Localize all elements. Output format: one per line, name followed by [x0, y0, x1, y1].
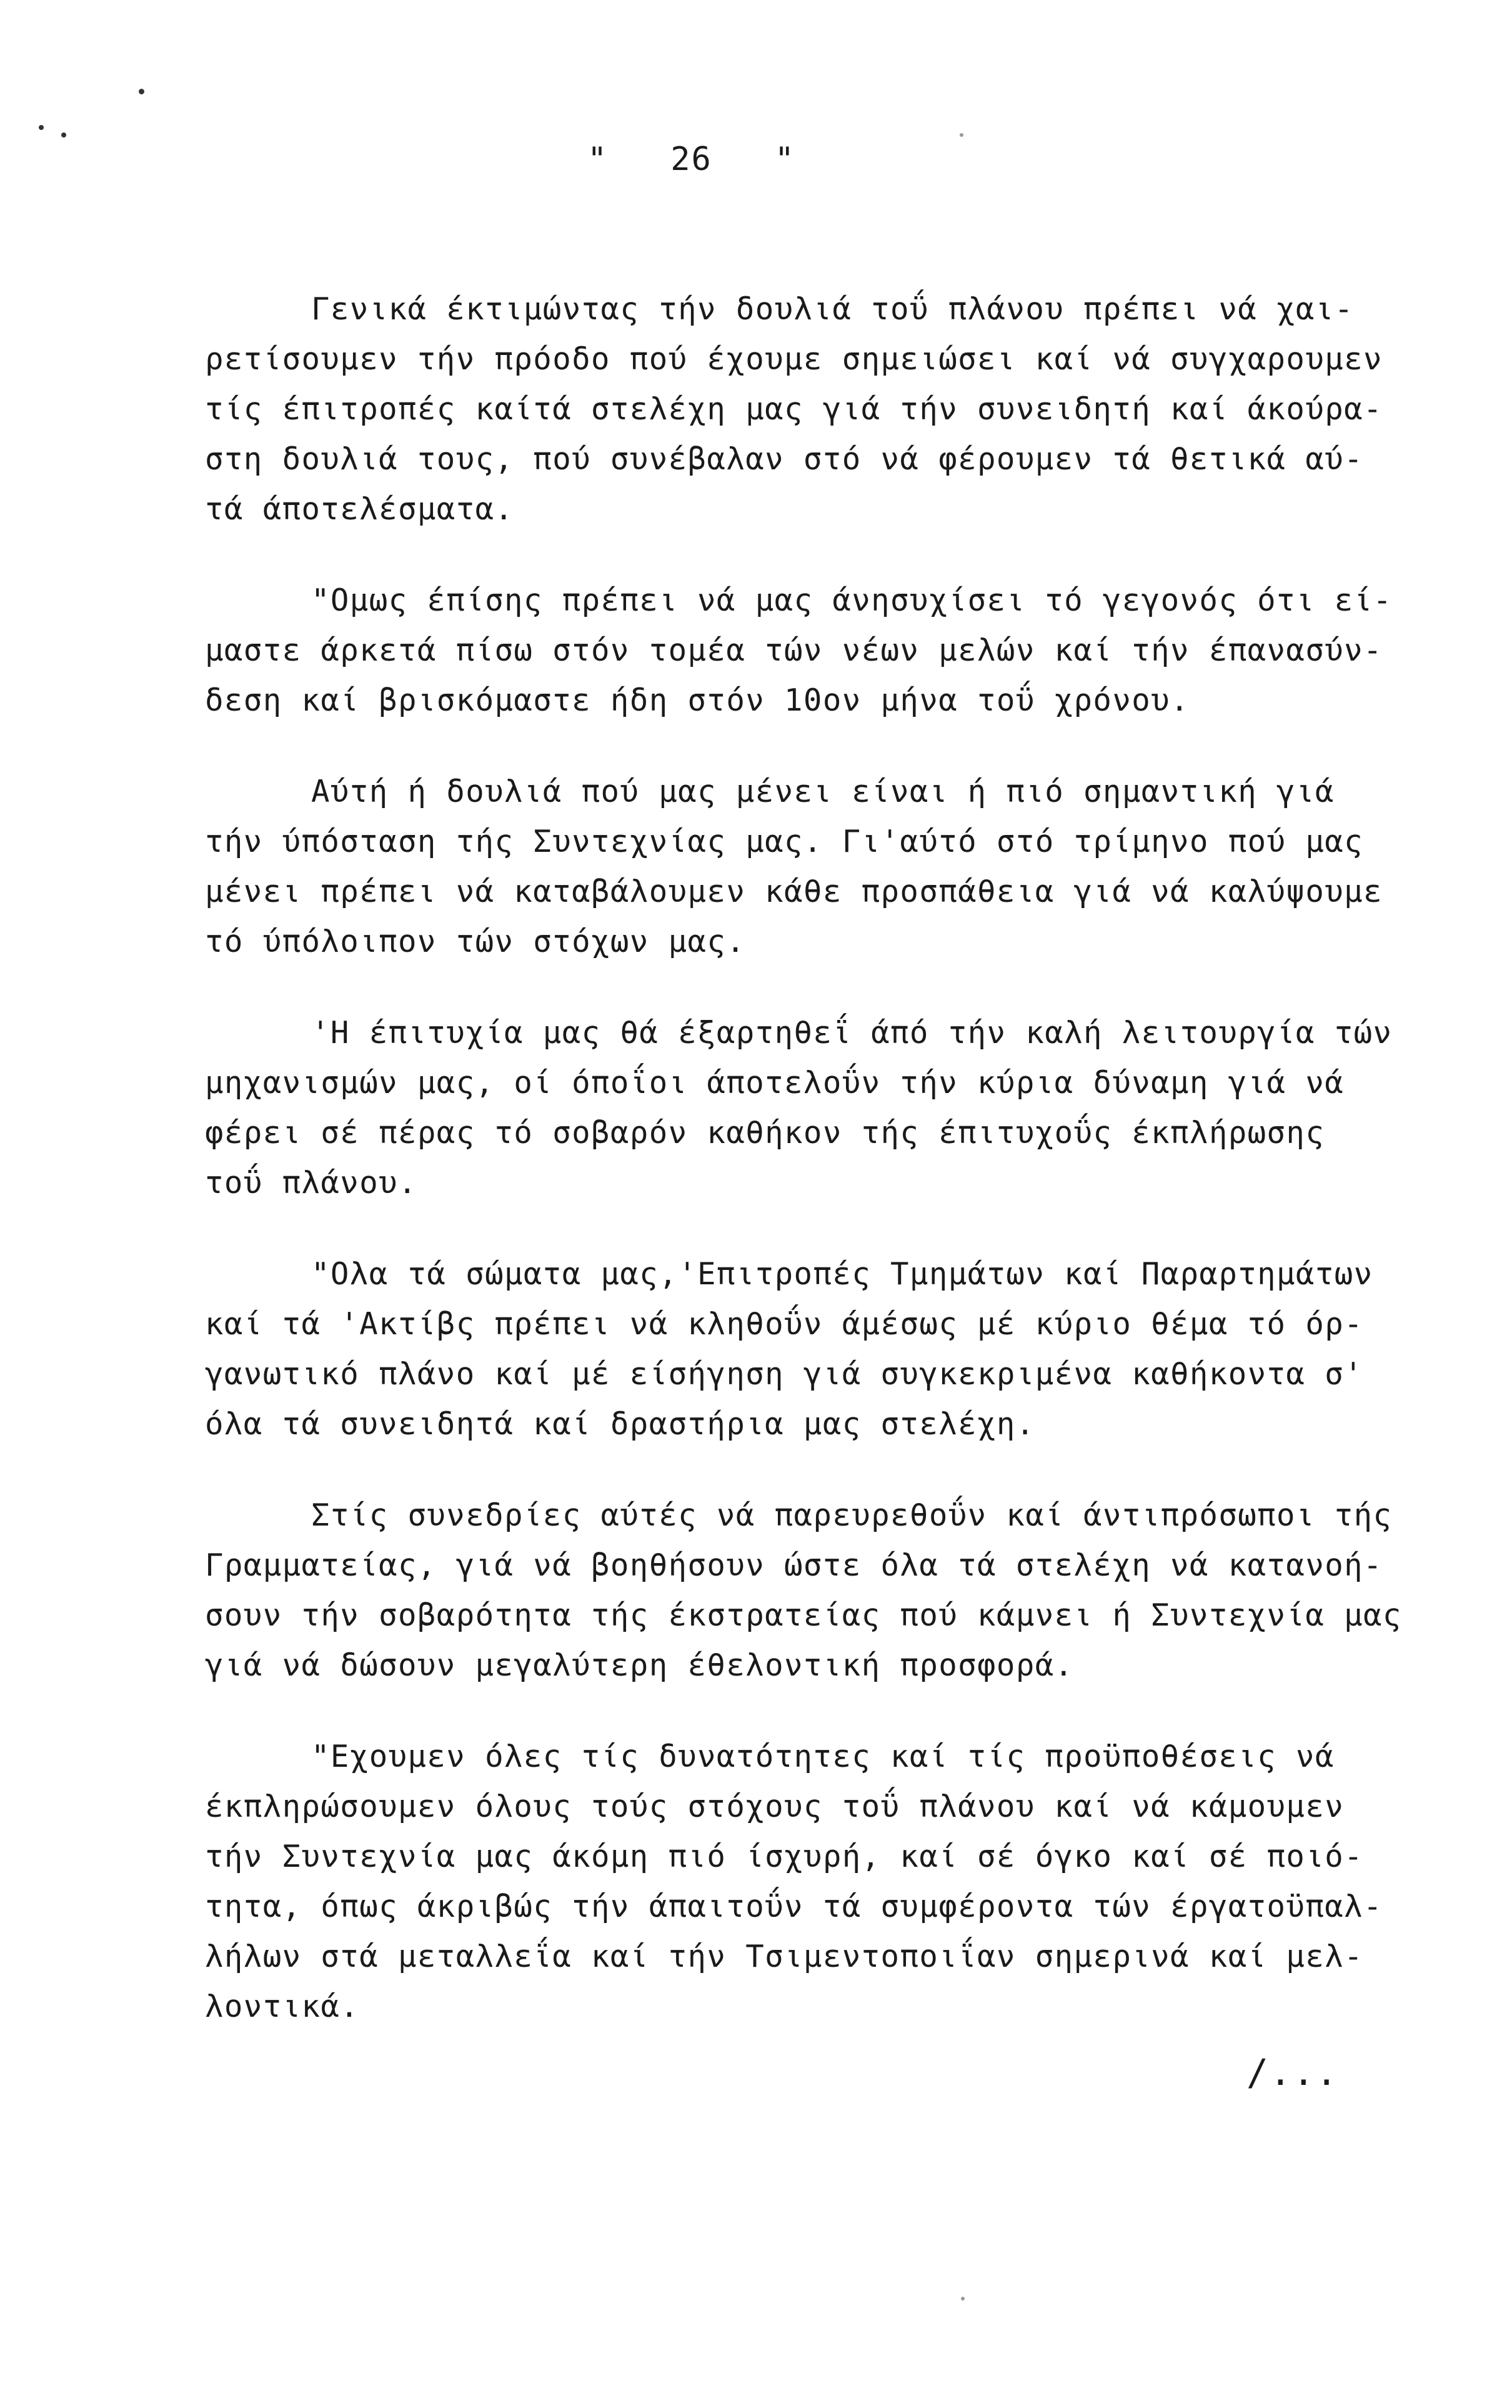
text-line: τητα, όπως άκριβώς τήν άπαιτοΰν τά συμφέροντα τών έργατοϋπαλ- — [205, 1889, 1383, 1924]
text-line: μένει πρέπει νά καταβάλουμεν κάθε προσπάθεια γιά νά καλύψουμε — [205, 874, 1383, 909]
ink-speck — [39, 125, 44, 130]
paragraph-5 — [205, 1249, 1392, 1449]
text-line: καί τά 'Ακτίβς πρέπει νά κληθοΰν άμέσως μέ κύριο θέμα τό όρ- — [205, 1306, 1364, 1342]
ink-speck — [61, 132, 66, 137]
paragraph-4 — [205, 1008, 1392, 1208]
page-number: " 26 " — [587, 141, 796, 178]
text-line: λήλων στά μεταλλεΐα καί τήν Τσιμεντοποιΐαν σημερινά καί μελ- — [205, 1939, 1364, 1974]
text-line: Αύτή ή δουλιά πού μας μένει είναι ή πιό σημαντική γιά — [311, 774, 1335, 809]
text-line: δεση καί βρισκόμαστε ήδη στόν 10ον μήνα τοΰ χρόνου. — [205, 682, 1190, 718]
text-line: τήν ύπόσταση τής Συντεχνίας μας. Γι'αύτό στό τρίμηνο πού μας — [205, 824, 1364, 859]
text-line: όλα τά συνειδητά καί δραστήρια μας στελέχη. — [205, 1406, 1035, 1442]
text-line: γανωτικό πλάνο καί μέ είσήγηση γιά συγκεκριμένα καθήκοντα σ' — [205, 1356, 1364, 1392]
text-line: στη δουλιά τους, πού συνέβαλαν στό νά φέρουμεν τά θετικά αύ- — [205, 441, 1364, 477]
text-line: τό ύπόλοιπον τών στόχων μας. — [205, 924, 746, 959]
text-line: τήν Συντεχνία μας άκόμη πιό ίσχυρή, καί σέ όγκο καί σέ ποιό- — [205, 1839, 1364, 1874]
text-line: τίς έπιτροπές καίτά στελέχη μας γιά τήν συνειδητή καί άκούρα- — [205, 391, 1383, 427]
text-line: λοντικά. — [205, 1989, 360, 2024]
ink-speck — [960, 133, 963, 137]
text-line: τοΰ πλάνου. — [205, 1165, 417, 1201]
paragraph-7 — [205, 1732, 1392, 2032]
body-text — [205, 284, 1402, 2073]
ink-speck — [961, 2297, 965, 2301]
paragraph-2 — [205, 576, 1392, 726]
text-line: 'Η έπιτυχία μας θά έξαρτηθεΐ άπό τήν καλή λειτουργία τών — [311, 1015, 1393, 1051]
text-line: "Ολα τά σώματα μας,'Επιτροπές Τμημάτων καί Παραρτημάτων — [311, 1256, 1373, 1292]
text-line: φέρει σέ πέρας τό σοβαρόν καθήκον τής έπιτυχοΰς έκπλήρωσης — [205, 1115, 1325, 1151]
text-line: γιά νά δώσουν μεγαλύτερη έθελοντική προσφορά. — [205, 1647, 1074, 1683]
text-line: σουν τήν σοβαρότητα τής έκστρατείας πού κάμνει ή Συντεχνία μας — [205, 1597, 1402, 1633]
text-line: Γραμματείας, γιά νά βοηθήσουν ώστε όλα τά στελέχη νά κατανοή- — [205, 1547, 1383, 1583]
continuation-mark: /... — [1246, 2051, 1339, 2094]
text-line: μαστε άρκετά πίσω στόν τομέα τών νέων μελών καί τήν έπανασύν- — [205, 632, 1383, 668]
paragraph-1 — [205, 284, 1392, 534]
text-line: έκπληρώσουμεν όλους τούς στόχους τοΰ πλάνου καί νά κάμουμεν — [205, 1789, 1345, 1824]
text-line: "Ομως έπίσης πρέπει νά μας άνησυχίσει τό γεγονός ότι εί- — [311, 582, 1393, 618]
text-line: Στίς συνεδρίες αύτές νά παρευρεθοΰν καί άντιπρόσωποι τής — [311, 1497, 1393, 1533]
text-line: τά άποτελέσματα. — [205, 491, 514, 527]
ink-speck — [139, 89, 144, 94]
paragraph-6 — [205, 1491, 1402, 1691]
text-line: Γενικά έκτιμώντας τήν δουλιά τοΰ πλάνου πρέπει νά χαι- — [311, 291, 1354, 327]
text-line: μηχανισμών μας, οί όποΐοι άποτελοΰν τήν κύρια δύναμη γιά νά — [205, 1065, 1345, 1101]
text-line: "Εχουμεν όλες τίς δυνατότητες καί τίς προϋποθέσεις νά — [311, 1739, 1335, 1774]
paragraph-3 — [205, 767, 1392, 967]
text-line: ρετίσουμεν τήν πρόοδο πού έχουμε σημειώσει καί νά συγχαρουμεν — [205, 341, 1383, 377]
